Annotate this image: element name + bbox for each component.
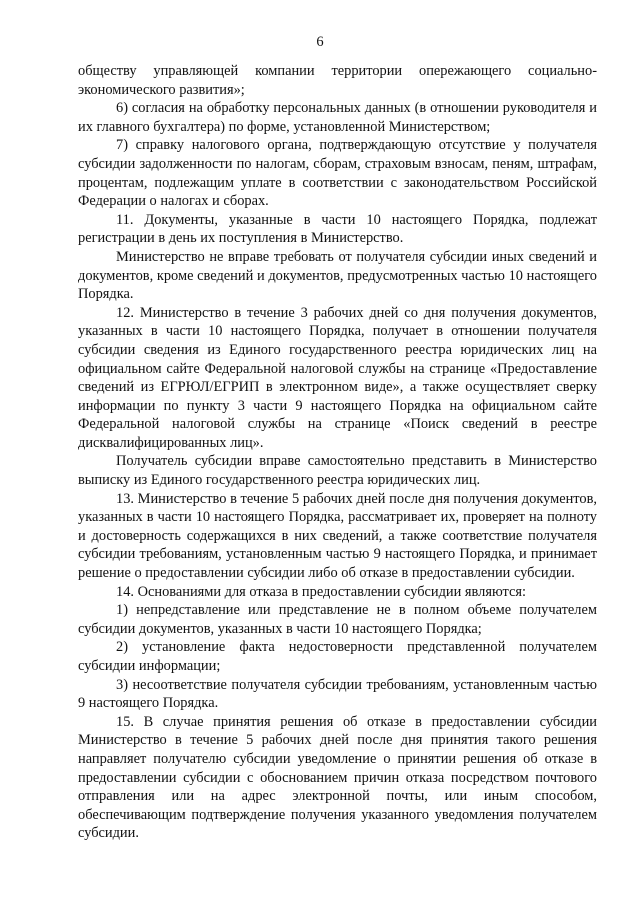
paragraph-item-7: 7) справку налогового органа, подтверждающую отсутствие у получателя субсидии задолженности по налогам, сборам, страховым взносам, пеням, штрафам, процентам, подлежащим уплате в соответствии с законодательством Российской Федерации о налогах и сборах. [78, 137, 597, 210]
paragraph-continuation: обществу управляющей компании территории опережающего социально-экономического развития»; [78, 63, 597, 98]
paragraph-section-11-note: Министерство не вправе требовать от получателя субсидии иных сведений и документов, кроме сведений и документов, предусмотренных частью 10 настоящего Порядка. [78, 248, 597, 303]
paragraph-section-15: 15. В случае принятия решения об отказе в предоставлении субсидии Министерство в течение 5 рабочих дней после дня принятия такого решения направляет получателю субсидии уведомление о принятии решения об отказе в предоставлении субсидии с обоснованием причин отказа посредством почтового отправления или на адрес электронной почты, или иным способом, обеспечивающим подтверждение получения указанного уведомления получателем субсидии. [78, 713, 597, 842]
paragraph-section-14: 14. Основаниями для отказа в предоставлении субсидии являются: [116, 583, 526, 600]
paragraph-item-6: 6) согласия на обработку персональных данных (в отношении руководителя и их главного бухгалтера) по форме, установленной Министерством; [78, 100, 597, 135]
paragraph-section-13: 13. Министерство в течение 5 рабочих дней после дня получения документов, указанных в части 10 настоящего Порядка, рассматривает их, проверяет на полноту и достоверность содержащихся в них сведений, а также соответствие получателя субсидии требованиям, установленным частью 9 настоящего Порядка, и принимает решение о предоставлении субсидии либо об отказе в предоставлении субсидии. [78, 490, 597, 582]
paragraph-section-14-item-1: 1) непредставление или представление не в полном объеме получателем субсидии документов, указанных в части 10 настоящего Порядка; [78, 602, 597, 637]
page-number: 6 [316, 34, 324, 50]
paragraph-section-12-note: Получатель субсидии вправе самостоятельно представить в Министерство выписку из Единого государственного реестра юридических лиц. [78, 453, 597, 489]
paragraph-section-14-item-3: 3) несоответствие получателя субсидии требованиям, установленным частью 9 настоящего Порядка. [78, 676, 597, 712]
document-body [78, 62, 597, 843]
paragraph-section-11: 11. Документы, указанные в части 10 настоящего Порядка, подлежат регистрации в день их поступления в Министерство. [78, 211, 597, 247]
paragraph-section-12: 12. Министерство в течение 3 рабочих дней со дня получения документов, указанных в части 10 настоящего Порядка, получает в отношении получателя субсидии сведения из Единого государственного реестра юридических лиц на официальном сайте Федеральной налоговой службы на странице «Предоставление сведений из ЕГРЮЛ/ЕГРИП в электронном виде», а также осуществляет сверку информации по пункту 3 части 9 настоящего Порядка на официальном сайте Федеральной налоговой службы на странице «Поиск сведений в реестре дисквалифицированных лиц». [78, 304, 597, 451]
paragraph-section-14-item-2: 2) установление факта недостоверности представленной получателем субсидии информации; [78, 639, 597, 674]
